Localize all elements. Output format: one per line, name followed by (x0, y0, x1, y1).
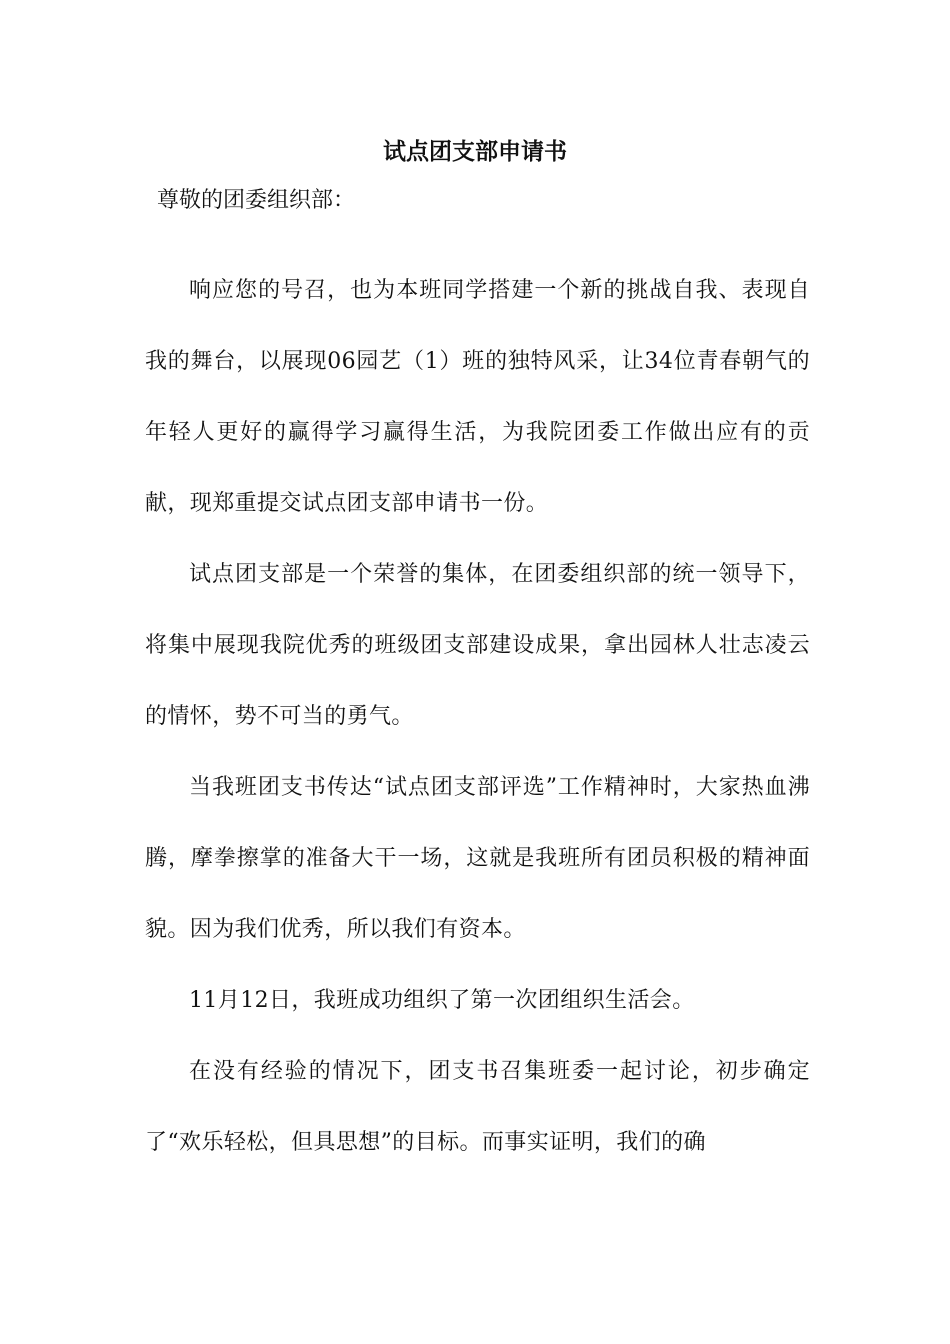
paragraph-4: 11月12日，我班成功组织了第一次团组织生活会。 (189, 988, 695, 1013)
paragraph-3: 当我班团支书传达“试点团支部评选”工作精神时，大家热血沸腾，摩拳擦掌的准备大干一场，这就是我班所有团员积极的精神面貌。因为我们优秀，所以我们有资本。 (145, 775, 810, 942)
paragraph-1: 响应您的号召，也为本班同学搭建一个新的挑战自我、表现自我的舞台，以展现06园艺（1）班的独特风采，让34位青春朝气的年轻人更好的赢得学习赢得生活，为我院团委工作做出应有的贡献，现郑重提交试点团支部申请书一份。 (145, 278, 810, 516)
paragraph-5: 在没有经验的情况下，团支书召集班委一起讨论，初步确定了“欢乐轻松，但具思想”的目标。而事实证明，我们的确 (145, 1059, 810, 1155)
document-body (145, 255, 810, 1178)
document-title: 试点团支部申请书 (383, 138, 567, 165)
salutation: 尊敬的团委组织部： (157, 188, 356, 213)
paragraph-2: 试点团支部是一个荣誉的集体，在团委组织部的统一领导下，将集中展现我院优秀的班级团支部建设成果，拿出园林人壮志凌云的情怀，势不可当的勇气。 (145, 562, 810, 729)
